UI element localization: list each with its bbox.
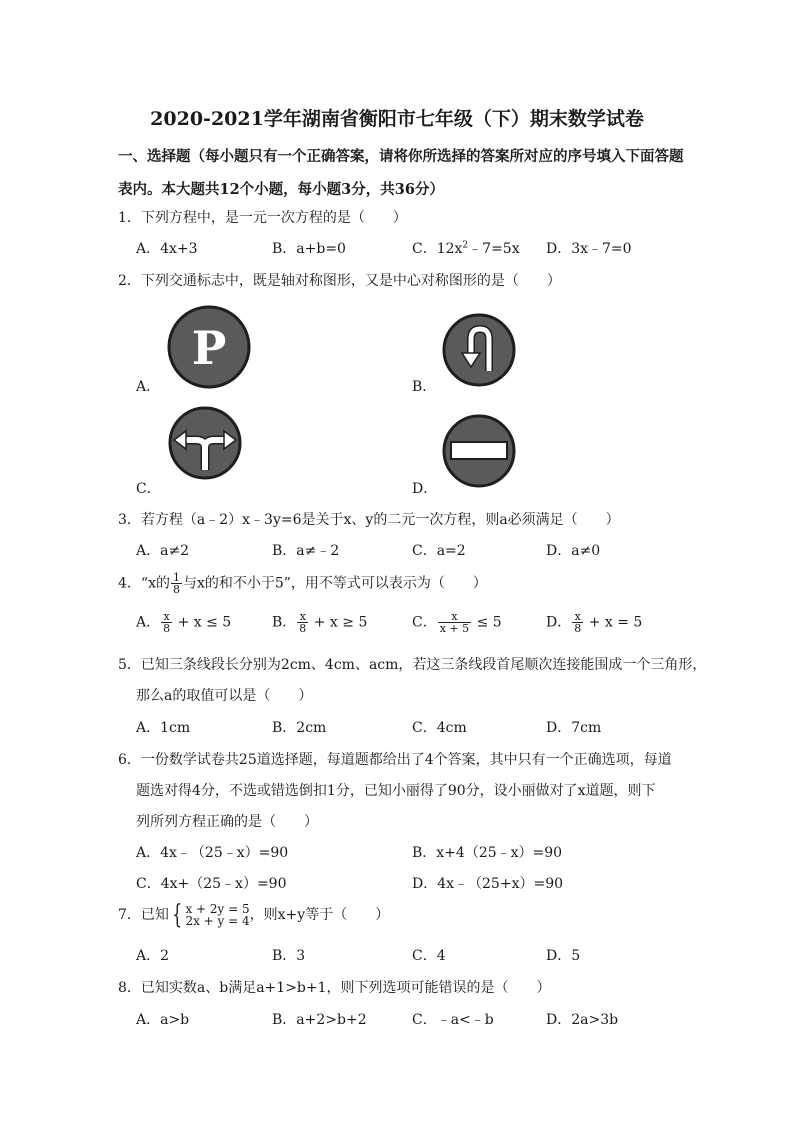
section-heading-line1: 一、选择题（每小题只有一个正确答案，请将你所选择的答案所对应的序号填入下面答题 [118,148,684,165]
q5-option-b: B．2cm [272,720,327,736]
q5-option-d: D．7cm [546,720,602,736]
q8-option-b: B．a+2>b+2 [272,1012,367,1028]
q6-option-a: A．4x﹣（25﹣x）=90 [136,845,289,861]
parking-sign-icon [166,304,252,390]
question-6-stem-line1: 6．一份数学试卷共25道选择题，每道题都给出了4个答案，其中只有一个正确选项，每道 [118,752,672,768]
q6-option-b: B．x+4（25﹣x）=90 [412,845,563,861]
q5-option-a: A．1cm [136,720,191,736]
q1-option-a: A．4x+3 [136,241,198,257]
section-heading-line2: 表内。本大题共12个小题，每小题3分，共36分） [118,181,444,198]
q2-option-c: C． [136,481,161,497]
q1-option-d: D．3x﹣7=0 [546,241,632,257]
page-title: 2020-2021学年湖南省衡阳市七年级（下）期末数学试卷 [150,108,644,130]
q8-option-c: C．﹣a<﹣b [412,1012,494,1028]
q8-option-a: A．a>b [136,1012,190,1028]
q3-option-d: D．a≠0 [546,543,601,559]
q6-option-c: C．4x+（25﹣x）=90 [136,876,287,892]
q2-option-a: A． [136,379,161,395]
parking-sign-letter: P [191,321,227,375]
question-4-stem: 4．“x的 $\frac{1}{8}$ 与x的和不小于5”，用不等式可以表示为（ ） [118,571,487,596]
q1-option-b: B．a+b=0 [272,241,346,257]
q4-option-d: D． $\frac{x}{8}$ + x = 5 [546,610,643,635]
question-1-stem: 1．下列方程中，是一元一次方程的是（ ） [118,210,407,226]
equation-system: x + 2y = 5 2x + y = 4 [185,902,250,928]
q3-option-c: C．a=2 [412,543,466,559]
question-5-stem-line2: 那么a的取值可以是（ ） [136,688,313,704]
q4-option-a: A． $\frac{x}{8}$ + x ≤ 5 [136,610,232,635]
q7-option-b: B．3 [272,948,306,964]
q7-option-d: D．5 [546,948,581,964]
fork-turn-sign-icon [166,404,244,482]
q7-option-c: C．4 [412,948,446,964]
q3-option-a: A．a≠2 [136,543,190,559]
q7-option-a: A．2 [136,948,170,964]
q6-option-d: D．4x﹣（25+x）=90 [412,876,564,892]
q1-option-c: C．$12x^2﹣7=5x$ [412,240,520,257]
q3-option-b: B．a≠﹣2 [272,543,340,559]
question-7-stem: 7．已知 { x + 2y = 5 2x + y = 4 ，则x+y等于（ ） [118,900,390,930]
q8-option-d: D．2a>3b [546,1012,619,1028]
q5-option-c: C．4cm [412,720,467,736]
no-entry-sign-icon [440,412,518,490]
question-2-stem: 2．下列交通标志中，既是轴对称图形，又是中心对称图形的是（ ） [118,273,561,289]
question-6-stem-line2: 题选对得4分，不选或错选倒扣1分，已知小丽得了90分，设小丽做对了x道题，则下 [136,783,656,799]
u-turn-sign-icon [440,311,518,389]
q4-option-b: B． $\frac{x}{8}$ + x ≥ 5 [272,610,368,635]
question-3-stem: 3．若方程（a﹣2）x﹣3y=6是关于x、y的二元一次方程，则a必须满足（ ） [118,512,620,528]
q2-option-d: D． [412,481,438,497]
q4-option-c: C． $\frac{x}{x + 5}$ ≤ 5 [412,610,502,635]
question-6-stem-line3: 列所列方程正确的是（ ） [136,814,318,830]
q2-option-b: B． [412,379,437,395]
question-8-stem: 8．已知实数a、b满足a+1>b+1，则下列选项可能错误的是（ ） [118,980,551,996]
question-5-stem-line1: 5．已知三条线段长分别为2cm、4cm、acm，若这三条线段首尾顺次连接能围成一个三角形， [118,657,707,673]
